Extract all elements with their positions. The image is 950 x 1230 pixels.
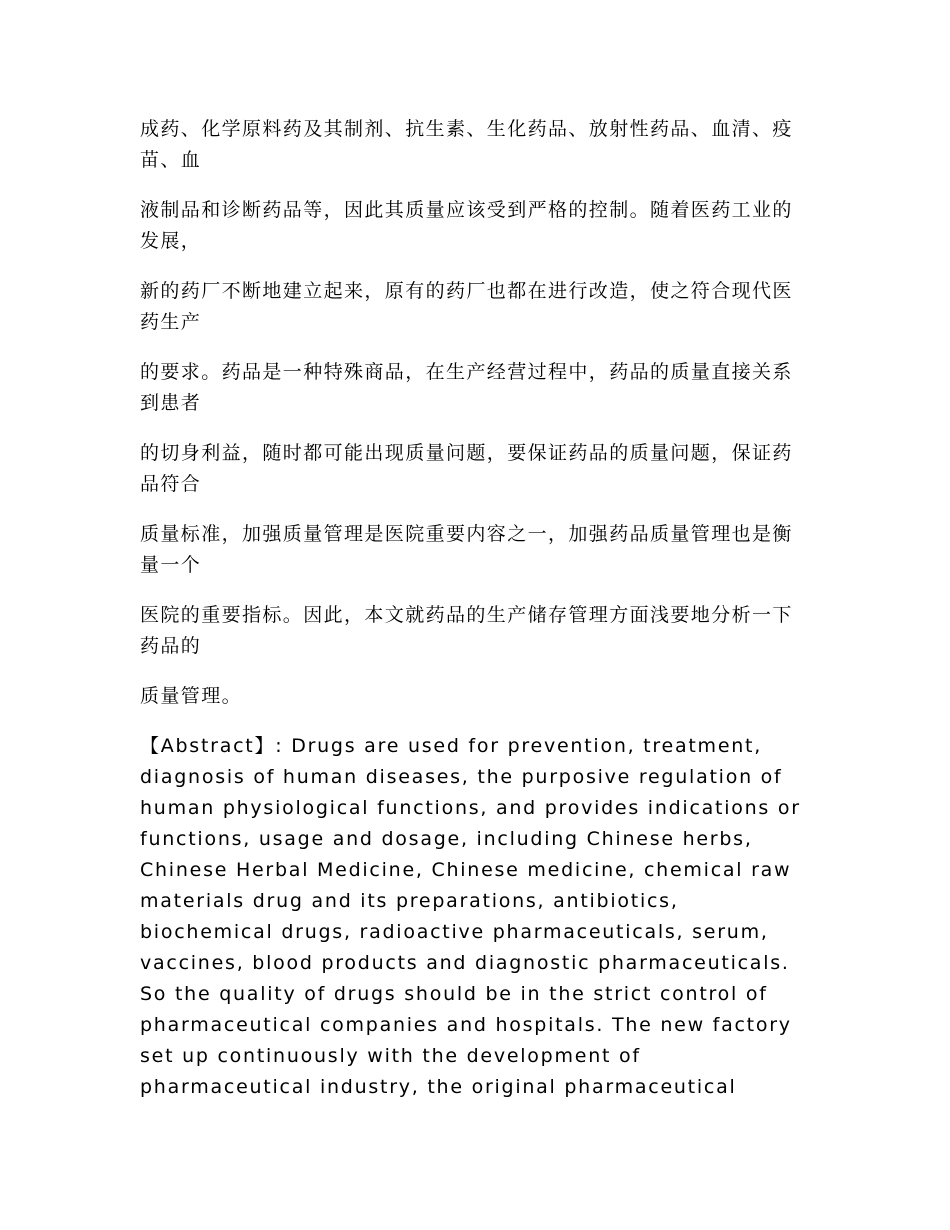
paragraph: 质量标准，加强质量管理是医院重要内容之一，加强药品质量管理也是衡量一个 [140,523,793,576]
body-text [140,114,812,1103]
abstract-paragraph: 【Abstract】: Drugs are used for prevention, treatment, diagnosis of human diseases, the purposive regulation of human physiological functions, and provides indications or functions, usage and dosage, including Chinese herbs, Chinese Herbal Medicine, Chinese medicine, chemical raw materials drug and its preparations, antibiotics, biochemical drugs, radioactive pharmaceuticals, serum, vaccines, blood products and diagnostic pharmaceuticals. So the quality of drugs should be in the strict control of pharmaceutical companies and hospitals. The new factory set up continuously with the development of pharmaceutical industry, the original pharmaceutical [140,735,801,1098]
paragraph: 液制品和诊断药品等，因此其质量应该受到严格的控制。随着医药工业的发展， [140,199,793,252]
paragraph: 的切身利益，随时都可能出现质量问题，要保证药品的质量问题，保证药品符合 [140,442,793,495]
paragraph: 的要求。药品是一种特殊商品，在生产经营过程中，药品的质量直接关系到患者 [140,361,793,414]
paragraph: 新的药厂不断地建立起来，原有的药厂也都在进行改造，使之符合现代医药生产 [140,280,793,333]
paragraph: 成药、化学原料药及其制剂、抗生素、生化药品、放射性药品、血清、疫苗、血 [140,118,793,171]
paragraph: 质量管理。 [140,685,243,707]
paragraph: 医院的重要指标。因此，本文就药品的生产储存管理方面浅要地分析一下药品的 [140,604,793,657]
